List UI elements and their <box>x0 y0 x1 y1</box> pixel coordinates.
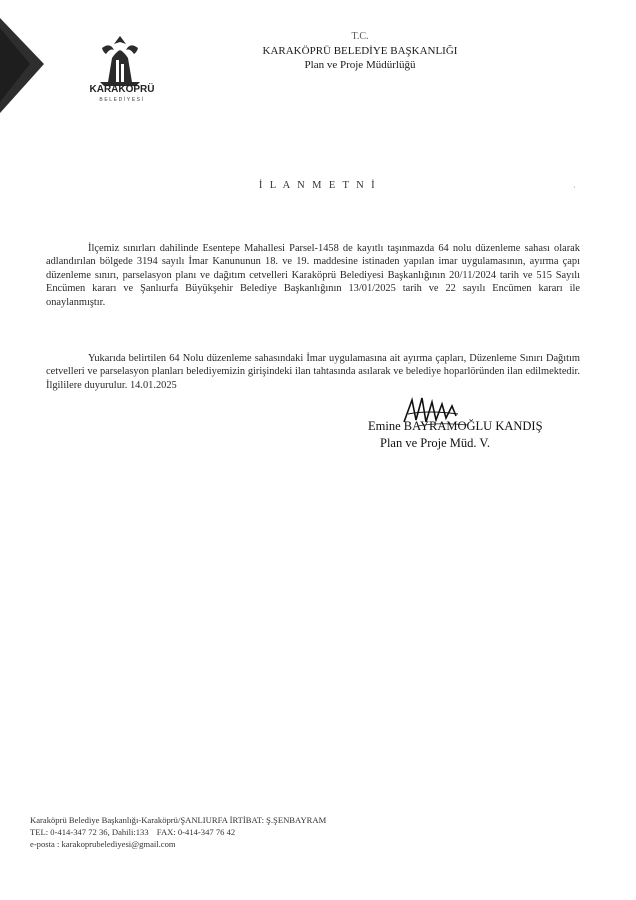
scan-dot: · <box>573 183 576 192</box>
logo-subtitle: BELEDİYESİ <box>99 97 145 103</box>
footer-contact <box>30 814 550 850</box>
body-paragraph-2 <box>46 352 580 392</box>
footer-email: e-posta : karakoprubelediyesi@gmail.com <box>30 839 176 849</box>
letterhead-country: T.C. <box>351 31 369 42</box>
scan-edge-artifact <box>0 18 44 113</box>
letterhead <box>215 30 505 72</box>
letterhead-department: Plan ve Proje Müdürlüğü <box>304 59 416 71</box>
footer-address: Karaköprü Belediye Başkanlığı-Karaköprü/ŞANLIURFA İRTİBAT: Ş.ŞENBAYRAM <box>30 815 327 825</box>
footer-fax: FAX: 0-414-347 76 42 <box>156 827 236 837</box>
logo-name: KARAKÖPRÜ <box>89 84 155 95</box>
document-title: İ L A N M E T N İ <box>258 180 378 191</box>
body-paragraph-1 <box>46 242 580 309</box>
signatory-title: Plan ve Proje Müd. V. <box>380 436 490 450</box>
letterhead-institution: KARAKÖPRÜ BELEDİYE BAŞKANLIĞI <box>262 45 458 57</box>
footer-phone: TEL: 0-414-347 72 36, Dahili:133 <box>30 827 149 837</box>
paragraph-2-text: Yukarıda belirtilen 64 Nolu düzenleme sahasındaki İmar uygulamasına ait ayırma çapları, Düzenleme Sınırı Dağıtım cetvelleri ve parselasyon planları belediyemizin girişindeki ilan tahtasında asılarak ve belediye hoparlöründen ilan edilmektedir. İlgililere duyurulur. 14.01.2025 <box>46 353 580 391</box>
footer-phone-fax <box>30 826 550 838</box>
signatory-name: Emine BAYRAMOĞLU KANDIŞ <box>368 419 543 433</box>
paragraph-1-text: İlçemiz sınırları dahilinde Esentepe Mahallesi Parsel-1458 de kayıtlı taşınmazda 64 nolu düzenleme sahası olarak adlandırılan bölgede 3194 sayılı İmar Kanununun 18. ve 19. maddesine istinaden yapılan imar uygulamasının, ayırma çapı düzenleme sınırı, parselasyon planı ve dağıtım cetvelleri Karaköprü Belediyesi Başkanlığının 20/11/2024 tarih ve 515 Sayılı Encümen kararı ve Şanlıurfa Büyükşehir Belediye Başkanlığının 13/01/2025 tarih ve 22 sayılı Encümen kararı ile onaylanmıştır. <box>46 243 580 308</box>
